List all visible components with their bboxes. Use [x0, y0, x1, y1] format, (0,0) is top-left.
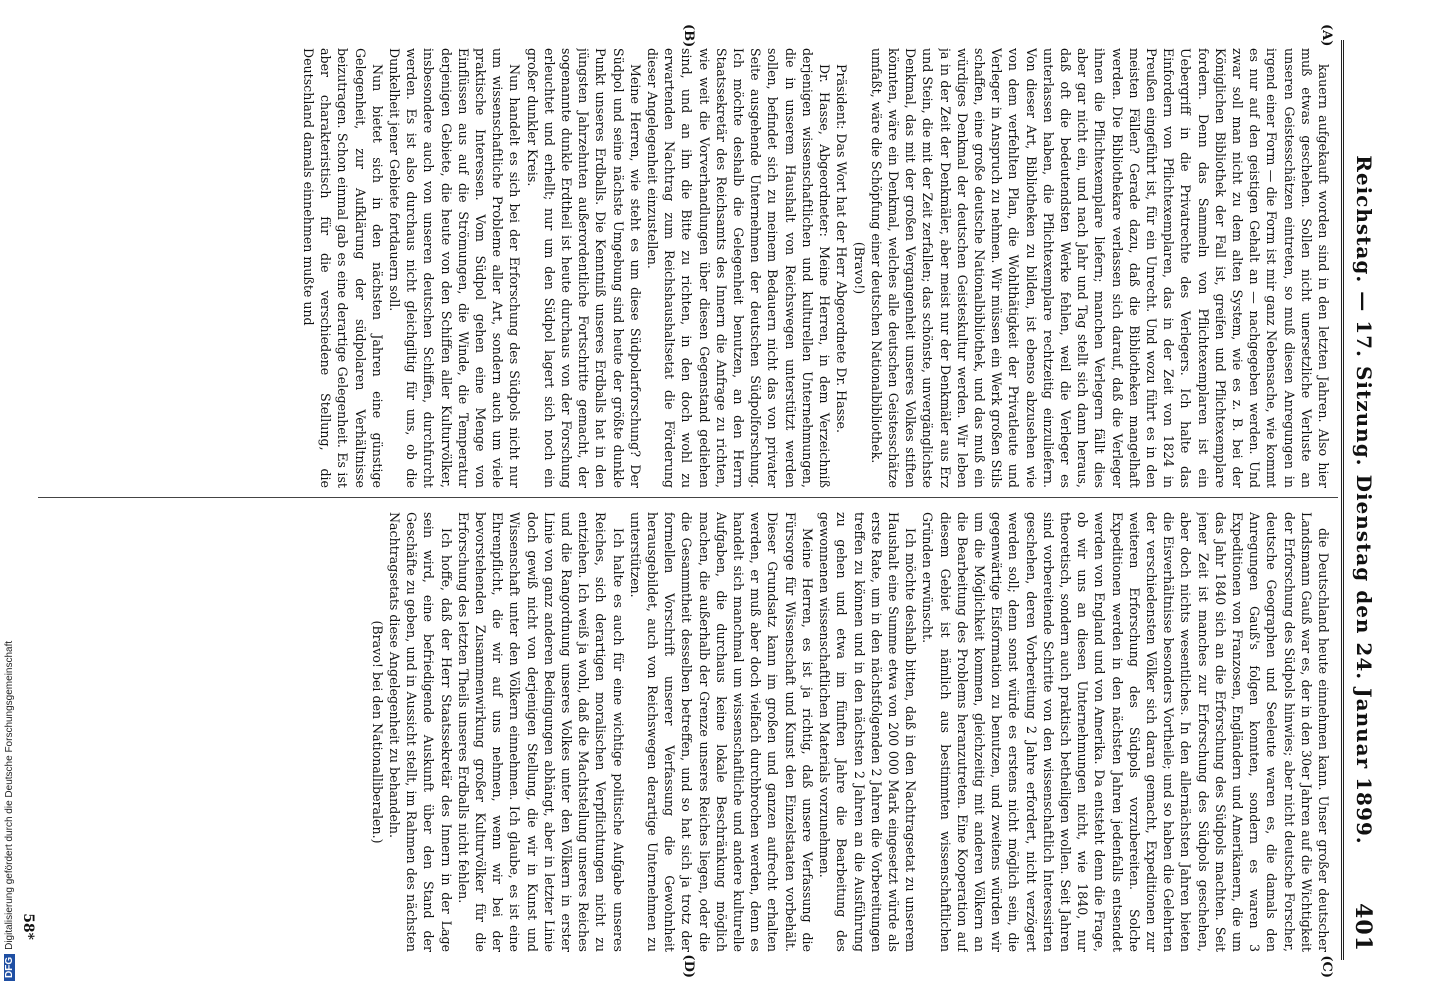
applause-note: (Bravo!) — [851, 241, 867, 295]
president-statement: Präsident: Das Wort hat der Herr Abgeordnete Dr. Hasse. — [834, 64, 850, 433]
signature-mark: 58* — [20, 913, 36, 940]
margin-marker-b: (B) — [681, 24, 696, 48]
credit-text: Digitalisierung gefördert durch die Deutsche Forschungsgemeinschaft — [4, 640, 15, 950]
speech-paragraph: Dr. Hasse, Abgeordneter: Meine Herren, in dem Verzeichniß derjenigen wissenschaftlichen und kulturellen Unternehmungen, die in unserem Haushalt von Reichswegen unterstützt werden sollen, befindet sich zu meinem Bedauern nicht das von privater Seite ausgehende Unternehmen der deutschen Südpolforschung. Ich möchte deshalb die Gelegenheit benutzen, an den Herrn Staatssekretär des Reichsamts des Innern die Anfrage zu richten, wie weit die Vorverhandlungen über diesen Gegenstand gediehen sind, und an ihn die Bitte zu richten, in den doch wohl zu erwartenden Nachtrag zum Reichshaushaltsetat die Förderung dieser Angelegenheit einzustellen. — [645, 48, 833, 488]
speech-paragraph: Ich möchte deshalb bitten, daß in den Nachtragsetat zu unserem Haushalt eine Summe etwa von 200 000 Mark eingesetzt würde als erste Rate, um in den nächstfolgenden 2 Jahren die Vorbereitungen treffen zu können und in den nächsten 2 Jahren an die Ausführung zu gehen und etwa im fünften Jahre die Bearbeitung des gewonnenen wissenschaftlichen Materials vorzunehmen. — [817, 512, 919, 952]
speech-paragraph: Meine Herren, es ist ja richtig, daß unsere Verfassung die Fürsorge für Wissenschaft und Kunst den Einzelstaaten vorbehält. Dieser Grundsatz kann im großen und ganzen aufrecht erhalten werden, er muß aber doch vielfach durchbrochen werden, denn es handelt sich manchmal um wissenschaftliche und andere kulturelle Aufgaben, die durchaus keine lokale Beschränkung möglich machen, die außerhalb der Grenze unseres Reiches liegen, oder die die Gesammtheit desselben betreffen, und so hat sich ja trotz der formellen Vorschrift unserer Verfassung die Gewohnheit herausgebildet, auch von Reichswegen derartige Unternehmen zu unterstützen. — [627, 512, 815, 952]
speech-paragraph: Nun handelt es sich bei der Erforschung des Südpols nicht nur um wissenschaftliche Probleme aller Art, sondern auch um viele praktische Interessen. Vom Südpol gehen eine Menge von Einflüssen aus auf die Strömungen, die Winde, die Temperatur derjenigen Gebiete, die heute von den Schiffen aller Kulturvölker, insbesondere auch von unseren deutschen Schiffen, durchfurcht werden. Es ist also durchaus nicht gleichgiltig für uns, ob die Dunkelheit jener Gebiete fortdauern soll. — [387, 48, 523, 488]
document-page — [16, 20, 1396, 980]
speech-paragraph: die Deutschland heute einnehmen kann. Unser großer deutscher Landsmann Gauß war es, der in den 30er Jahren auf die Wichtigkeit der Erforschung des Südpols hinwies; aber nicht deutsche Forscher, deutsche Geographen und Seeleute waren es, die damals den Anregungen Gauß's folgen konnten, sondern es waren 3 Expeditionen von Franzosen, Engländern und Amerikanern, die um das Jahr 1840 sich an die Erforschung des Südpols machten. Seit jener Zeit ist manches zur Erforschung des Südpols geschehen, aber doch nichts wesentliches. In den allernächsten Jahren bieten die Eisverhältnisse besonders Vortheile; und so haben die Gelehrten der verschiedensten Völker sich daran gemacht, Expeditionen zur weiteren Erforschung des Südpols vorzubereiten. Solche Expeditionen werden in den nächsten Jahren jedenfalls entsendet werden von England und von Amerika. Da entsteht denn die Frage, ob wir uns an diesen Unternehmungen nicht, wie 1840, nur theoretisch, sondern auch praktisch betheiligen wollen. Seit Jahren sind vorbereitende Schritte von den wissenschaftlich Interessirten geschehen, deren Vorbereitung 2 Jahre erfordert, nicht verzögert werden soll; denn sonst würde es erstens nicht möglich sein, die gegenwärtige Eisformation zu benutzen, und zweitens würden wir um die Möglichkeit kommen, gleichzeitig mit anderen Völkern an die Bearbeitung des Problems heranzutreten. Eine Kooperation auf diesem Gebiet ist nämlich aus bestimmten wissenschaftlichen Gründen erwünscht. — [920, 512, 1331, 952]
page-number: 401 — [1350, 903, 1376, 952]
column-divider — [38, 497, 1338, 498]
left-column — [36, 48, 1332, 488]
page-header — [1341, 40, 1378, 960]
applause-note: (Bravo! bei den Nationalliberalen.) — [369, 620, 385, 844]
paragraph: kauern aufgekauft worden sind in den letzten Jahren. Also hier muß etwas geschehen. Sollen nicht unersetzliche Verluste an unseren Geistesschätzen eintreten, so muß diesen Anregungen in irgend einer Form — die Form ist mir ganz Nebensache, wie kommt es nur auf den geistigen Gehalt an — nachgegeben werden. Und zwar soll man nicht zu dem alten System, wie es z. B. bei der Königlichen Bibliothek der Fall ist, greifen und Pflichtexemplare fordern. Denn das Sammeln von Pflichtexemplaren ist ein Uebergriff in die Privatrechte des Verlegers. Ich halte das Einfordern von Pflichtexemplaren, das in der Zeit von 1824 in Preußen eingeführt ist, für ein Unrecht. Und wozu führt es in den meisten Fällen? Gerade dazu, daß die Bibliotheken mangelhaft werden. Die Bibliothekare verlassen sich darauf, daß die Verleger ihnen die Pflichtexemplare liefern; manchen Verlegern fällt dies aber gar nicht ein, und nach Jahr und Tag stellt sich dann heraus, daß oft die bedeutendsten Werke fehlen, weil die Verleger es unterlassen haben, die Pflichtexemplare rechtzeitig einzuliefern. Von dieser Art, Bibliotheken zu bilden, ist ebenso abzusehen wie von dem verfehlten Plan, die Wohlthätigkeit der Privatleute und Verleger in Anspruch zu nehmen. Wir müssen ein Werk großen Stils schaffen, eine große deutsche Nationalbibliothek, und das muß ein würdiges Denkmal der deutschen Geisteskultur werden. Wir leben ja in der Zeit der Denkmäler, aber meist nur der Denkmäler aus Erz und Stein, die mit der Zeit zerfallen; das schönste, unvergänglichste Denkmal, das mit der großen Vergangenheit unseres Volkes stiften könnten, wäre ein Denkmal, welches alle deutschen Geistesschätze umfaßt, wäre die Schöpfung einer deutschen Nationalbibliothek. — [868, 48, 1331, 488]
speech-paragraph: Ich hoffe, daß der Herr Staatssekretär des Innern in der Lage sein wird, eine befriedigende Auskunft über den Stand der Geschäfte zu geben, und in Aussicht stellt, im Rahmen des nächsten Nachtragsetats diese Angelegenheit zu behandeln. — [387, 512, 454, 952]
right-column — [36, 512, 1332, 952]
margin-marker-d: (D) — [681, 954, 696, 978]
margin-marker-c: (C) — [1319, 955, 1334, 978]
digitization-credit — [0, 592, 18, 992]
margin-marker-a: (A) — [1319, 24, 1334, 47]
header-title: Reichstag. — 17. Sitzung. Dienstag den 24. Januar 1899. — [1352, 155, 1376, 845]
speech-paragraph: Nun bietet sich in den nächsten Jahren eine günstige Gelegenheit, zur Aufklärung der südpolaren Verhältnisse beizutragen. Schon einmal gab es eine derartige Gelegenheit. Es ist aber charakteristisch für die verschiedene Stellung, die Deutschland damals einnehmen mußte und — [301, 48, 385, 488]
speech-paragraph: Meine Herren, wie steht es um diese Südpolarforschung? Der Südpol und seine nächste Umgebung sind heute der größte dunkle Punkt unseres Erdballs. Die Kenntniß unseres Erdballs hat in den jüngsten Jahrzehnten außerordentliche Fortschritte gemacht, der sogenannte dunkle Erdtheil ist heute durchaus von der Forschung erleuchtet und erhellt; nur um den Südpol lagert sich noch ein großer dunkler Kreis. — [524, 48, 643, 488]
dfg-logo: DFG — [4, 954, 15, 981]
speech-paragraph: Ich halte es auch für eine wichtige politische Aufgabe unseres Reiches, sich derartigen moralischen Verpflichtungen nicht zu entziehen. Ich weiß ja wohl, daß die Machtstellung unseres Reiches und die Rangordnung unseres Volkes unter den Völkern in erster Linie von ganz anderen Bedingungen abhängt, aber in letzter Linie doch gewiß nicht von derjenigen Stellung, die wir in Kunst und Wissenschaft unter den Völkern einnehmen. Ich glaube, es ist eine Ehrenpflicht, die wir auf uns nehmen, wenn wir bei der bevorstehenden Zusammenwirkung großer Kulturvölker für die Erforschung des letzten Theils unseres Erdballs nicht fehlen. — [455, 512, 626, 952]
